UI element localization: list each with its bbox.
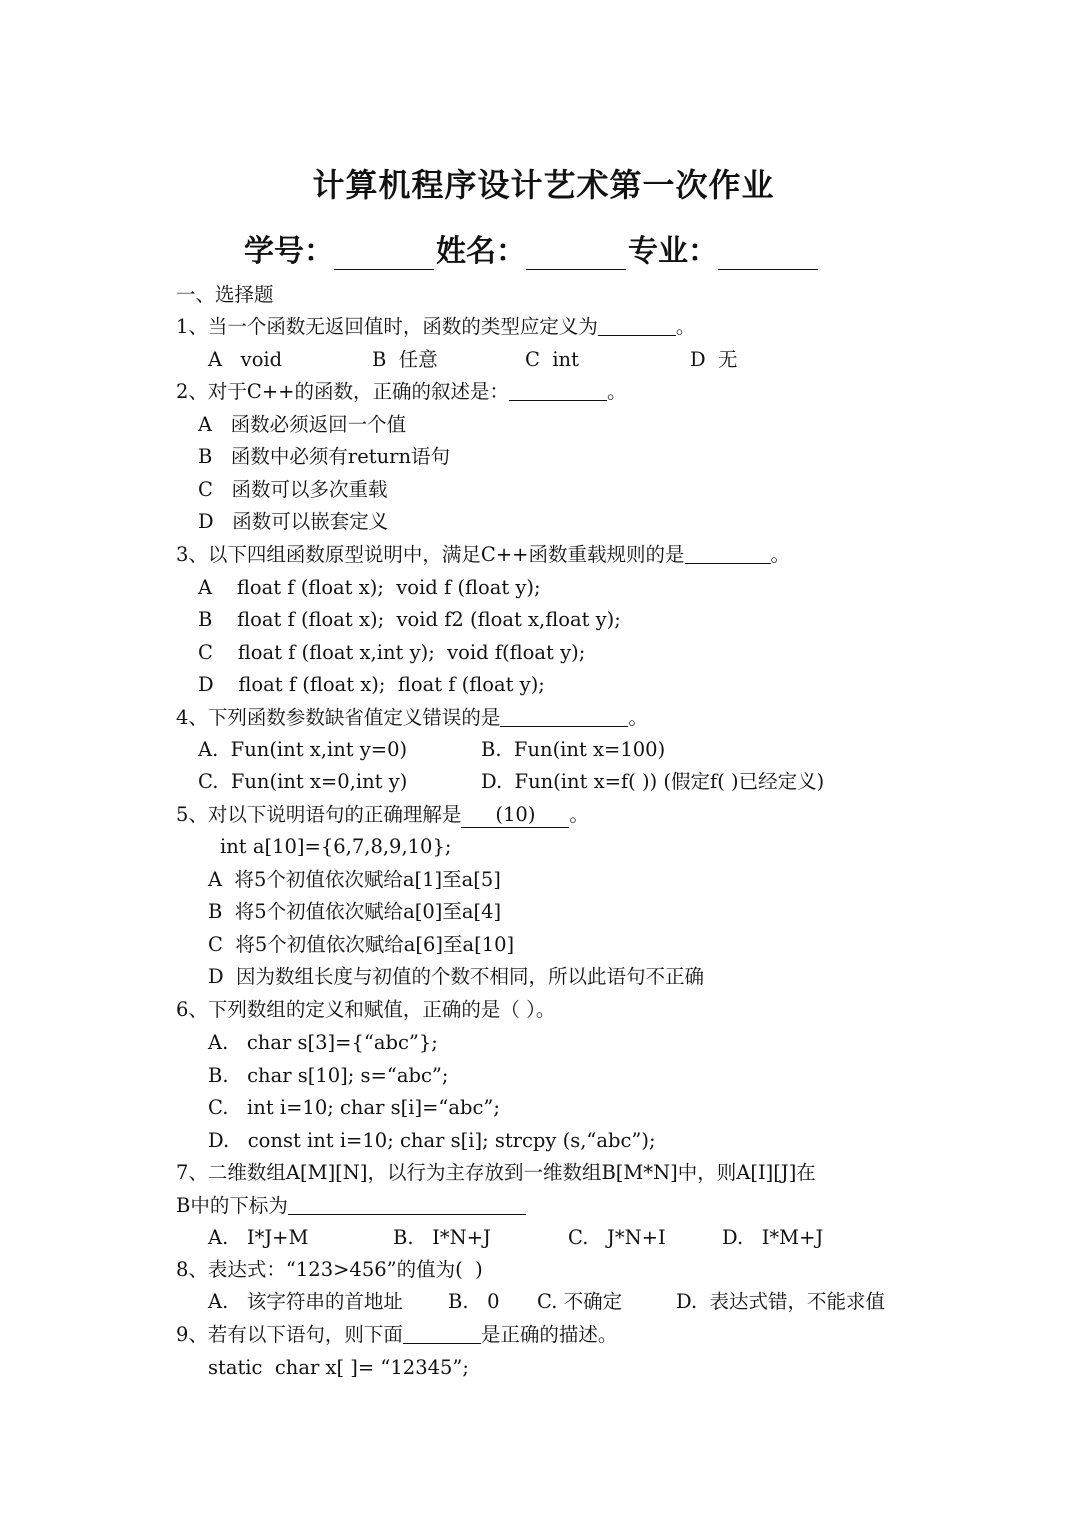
answer-blank[interactable] <box>685 543 771 564</box>
question-2 <box>176 380 627 404</box>
option: C. int i=10; char s[i]=“abc”; <box>208 1096 500 1119</box>
question-1-stem: 1、当一个函数无返回值时，函数的类型应定义为 <box>176 315 598 338</box>
code-line: int a[10]={6,7,8,9,10}; <box>220 835 452 858</box>
option: D float f (float x); float f (float y); <box>198 673 545 696</box>
option: D. Fun(int x=f( )) (假定f( )已经定义) <box>481 770 825 793</box>
question-4-stem: 4、下列函数参数缺省值定义错误的是 <box>176 706 501 729</box>
question-5 <box>176 803 589 828</box>
student-id-label: 学号： <box>244 234 334 269</box>
option: D 因为数组长度与初值的个数不相同，所以此语句不正确 <box>208 965 705 988</box>
question-8: 8、表达式：“123>456”的值为( ) <box>176 1258 483 1281</box>
option: A float f (float x); void f (float y); <box>198 576 541 599</box>
page-title: 计算机程序设计艺术第一次作业 <box>312 166 775 204</box>
question-1-end: 。 <box>675 315 696 338</box>
option: A. char s[3]={“abc”}; <box>208 1031 438 1054</box>
option: A. I*J+M <box>208 1226 309 1249</box>
question-7-line-2 <box>176 1194 526 1218</box>
option: D. 表达式错，不能求值 <box>676 1290 886 1313</box>
question-2-end: 。 <box>607 380 627 403</box>
major-label: 专业： <box>628 234 718 269</box>
option: B. I*N+J <box>393 1226 491 1249</box>
question-9-stem: 9、若有以下语句，则下面 <box>176 1323 403 1346</box>
question-6: 6、下列数组的定义和赋值，正确的是（ ）。 <box>176 998 556 1021</box>
question-5-end: 。 <box>569 803 589 826</box>
option: A 将5个初值依次赋给a[1]至a[5] <box>208 868 501 891</box>
option: C 将5个初值依次赋给a[6]至a[10] <box>208 933 515 956</box>
option: C. 不确定 <box>537 1290 623 1313</box>
student-info-line <box>244 226 820 270</box>
answer-blank[interactable] <box>288 1194 526 1215</box>
question-2-stem: 2、对于C++的函数，正确的叙述是： <box>176 380 510 403</box>
option: B 函数中必须有return语句 <box>198 445 451 468</box>
option: A void <box>208 348 283 371</box>
answer-blank[interactable] <box>403 1323 481 1344</box>
answer-blank[interactable]: (10) <box>461 803 569 828</box>
option: B. 0 <box>448 1290 500 1313</box>
answer-blank[interactable] <box>500 706 628 727</box>
code-line: static char x[ ]= “12345”; <box>208 1356 469 1379</box>
question-7-stem-2: B中的下标为 <box>176 1194 288 1217</box>
question-3 <box>176 543 790 567</box>
question-7: 7、二维数组A[M][N]，以行为主存放到一维数组B[M*N]中，则A[I][J]在 <box>176 1161 816 1184</box>
name-blank[interactable] <box>526 239 626 270</box>
name-label: 姓名： <box>436 234 526 269</box>
option: C. J*N+I <box>568 1226 666 1249</box>
option: C. Fun(int x=0,int y) <box>198 770 408 793</box>
option: B. Fun(int x=100) <box>481 738 666 761</box>
option: D. const int i=10; char s[i]; strcpy (s,“abc”); <box>208 1129 656 1152</box>
answer-blank[interactable] <box>509 380 607 401</box>
option: D 函数可以嵌套定义 <box>198 510 389 533</box>
question-5-stem: 5、对以下说明语句的正确理解是 <box>176 803 462 826</box>
option: A. 该字符串的首地址 <box>208 1290 403 1313</box>
option: D 无 <box>690 348 738 371</box>
option: B 将5个初值依次赋给a[0]至a[4] <box>208 900 502 923</box>
major-blank[interactable] <box>718 239 818 270</box>
question-1 <box>176 315 695 339</box>
option: C int <box>525 348 579 371</box>
option: C 函数可以多次重载 <box>198 478 388 501</box>
question-9 <box>176 1323 617 1347</box>
option: B. char s[10]; s=“abc”; <box>208 1064 449 1087</box>
question-9-end: 是正确的描述。 <box>480 1323 618 1346</box>
option: A 函数必须返回一个值 <box>198 413 407 436</box>
question-4 <box>176 706 648 730</box>
option: A. Fun(int x,int y=0) <box>198 738 408 761</box>
question-4-end: 。 <box>628 706 648 729</box>
question-3-end: 。 <box>770 543 791 566</box>
option: C float f (float x,int y); void f(float y); <box>198 641 586 664</box>
option: D. I*M+J <box>722 1226 824 1249</box>
option: B 任意 <box>372 348 438 371</box>
student-id-blank[interactable] <box>334 239 434 270</box>
option: B float f (float x); void f2 (float x,float y); <box>198 608 621 631</box>
answer-blank[interactable] <box>598 315 676 336</box>
section-heading: 一、选择题 <box>176 283 274 306</box>
question-3-stem: 3、以下四组函数原型说明中，满足C++函数重载规则的是 <box>176 543 685 566</box>
